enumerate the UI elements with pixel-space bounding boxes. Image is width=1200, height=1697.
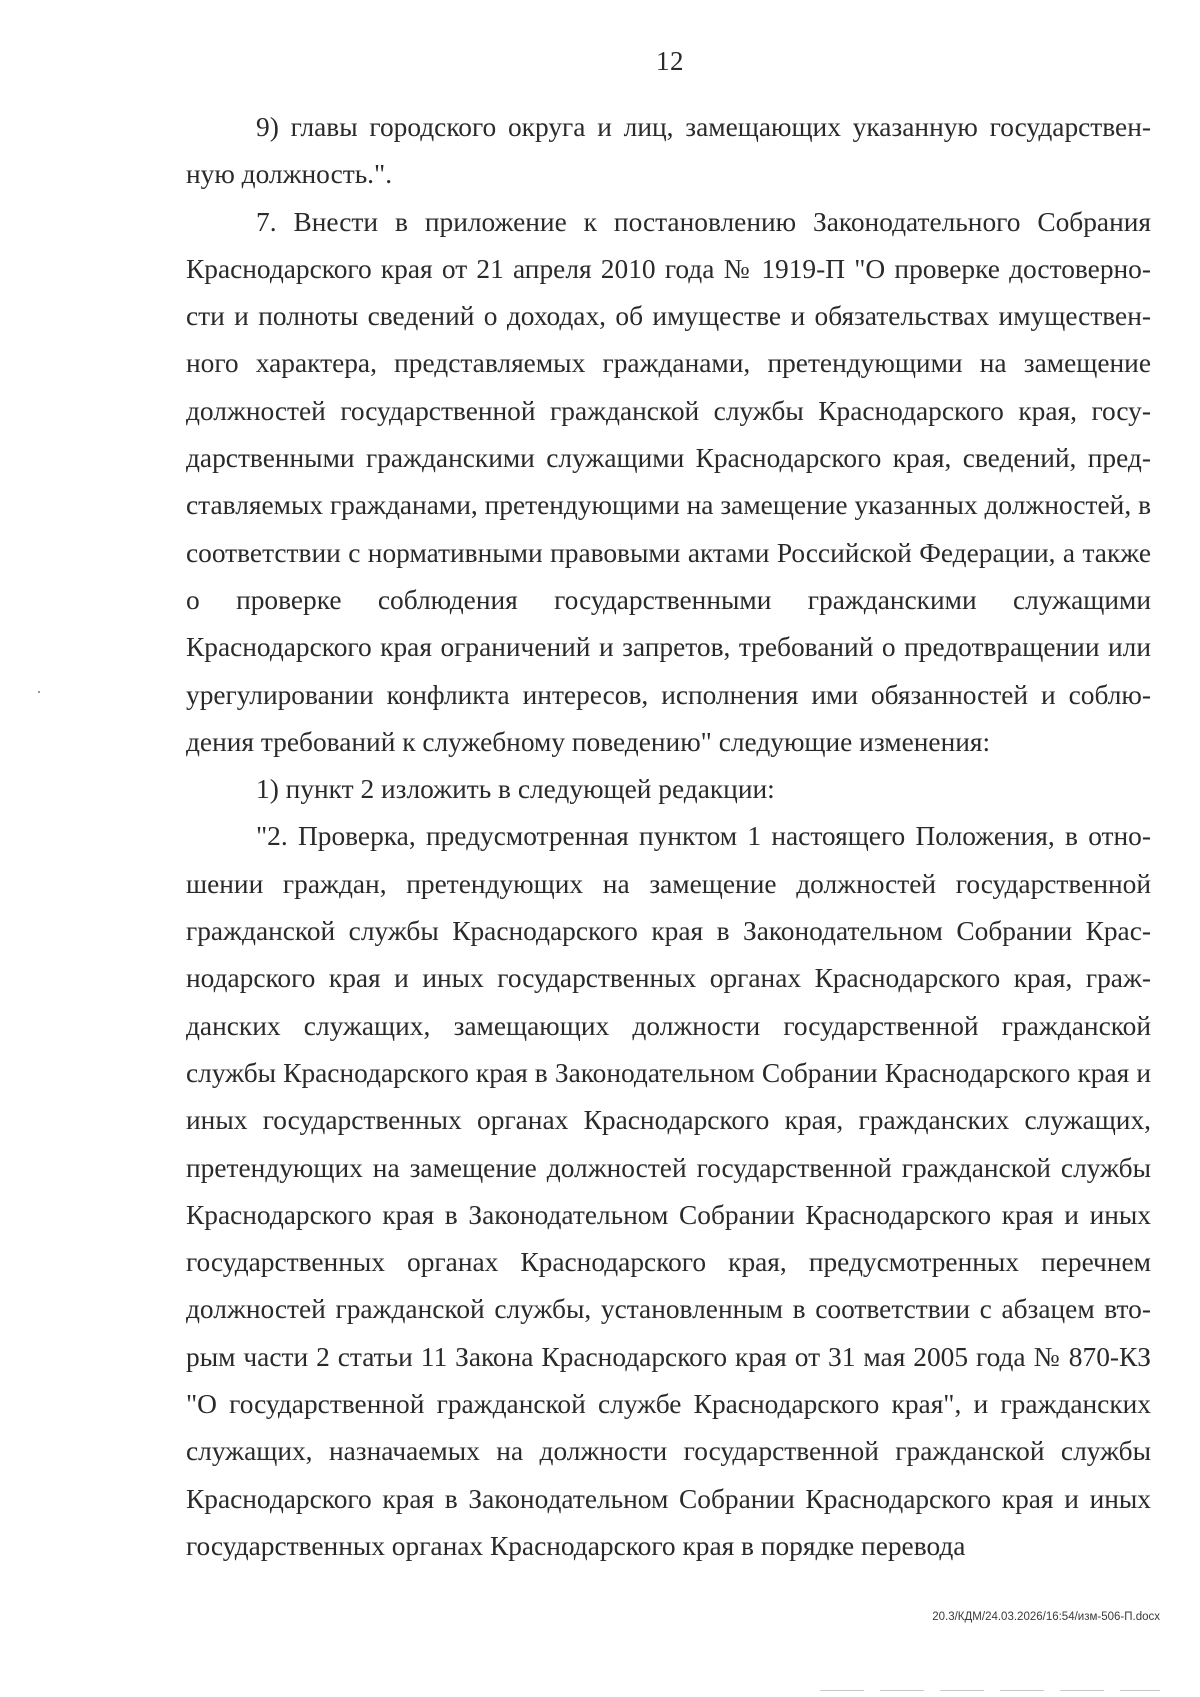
scan-artifact <box>38 691 40 693</box>
footer-document-code: 20.3/КДМ/24.03.2026/16:54/изм-506-П.docx <box>932 1611 1160 1623</box>
paragraph-item-9: 9) главы городского округа и лиц, замещающих указанную государственную должность.". <box>186 112 1151 190</box>
page-number: 12 <box>656 46 684 76</box>
paragraph-subitem-1: 1) пункт 2 изложить в следующей редакции: <box>256 774 775 805</box>
scan-edge-artifact <box>820 1690 1160 1691</box>
paragraph-section-7: 7. Внести в приложение к постановлению Законодательного Собрания Краснодарского края от 21 апреля 2010 года № 1919-П "О проверке достоверности и полноты сведений о доходах, об имуществе и обязательствах имущественного характера, представляемых гражданами, претендующими на замещение должностей государственной гражданской службы Краснодарского края, государственными гражданскими служащими Краснодарского края, сведений, представляемых гражданами, претендующими на замещение указанных должностей, в соответствии с нормативными правовыми актами Российской Федерации, а также о проверке соблюдения государственными гражданскими служащими Краснодарского края ограничений и запретов, требований о предотвращении или урегулировании конфликта интересов, исполнения ими обязанностей и соблюдения требований к служебному поведению" следующие изменения: <box>186 206 1151 757</box>
document-body <box>186 104 1151 1570</box>
paragraph-clause-2: "2. Проверка, предусмотренная пунктом 1 настоящего Положения, в отношении граждан, претендующих на замещение должностей государственной гражданской службы Краснодарского края в Законодательном Собрании Краснодарского края и иных государственных органах Краснодарского края, гражданских служащих, замещающих должности государственной гражданской службы Краснодарского края в Законодательном Собрании Краснодарского края и иных государственных органах Краснодарского края, гражданских служащих, претендующих на замещение должностей государственной гражданской службы Краснодарского края в Законодательном Собрании Краснодарского края и иных государственных органах Краснодарского края, предусмотренных перечнем должностей гражданской службы, установленным в соответствии с абзацем вторым части 2 статьи 11 Закона Краснодарского края от 31 мая 2005 года № 870-КЗ "О государственной гражданской службе Краснодарского края", и гражданских служащих, назначаемых на должности государственной гражданской службы Краснодарского края в Законодательном Собрании Краснодарского края и иных государственных органах Краснодарского края в порядке перевода <box>186 821 1151 1561</box>
